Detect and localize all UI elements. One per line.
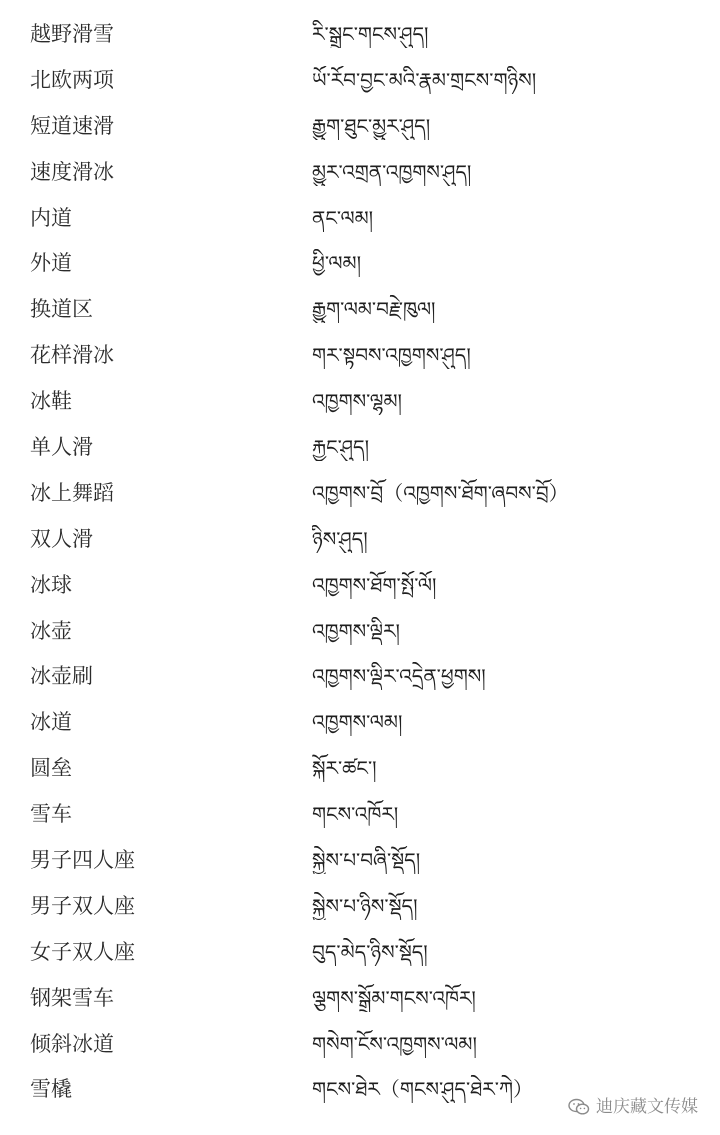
tibetan-term: འཁྱགས་ལྡིར་འདྲེན་ཕྱགས།	[312, 664, 486, 689]
chinese-term: 女子双人座	[30, 939, 135, 964]
chinese-term: 冰上舞蹈	[30, 480, 114, 505]
chinese-term: 倾斜冰道	[30, 1031, 114, 1056]
glossary-row	[0, 241, 720, 287]
chinese-term: 越野滑雪	[30, 22, 114, 46]
glossary-row	[0, 930, 720, 976]
tibetan-term: འཁྱགས་ལམ།	[312, 710, 403, 735]
glossary-row	[0, 609, 720, 655]
chinese-term: 冰球	[30, 572, 72, 597]
tibetan-term: འཁྱགས་ལྷམ།	[312, 389, 402, 414]
glossary-row	[0, 471, 720, 517]
glossary-row	[0, 287, 720, 333]
glossary-row	[0, 517, 720, 563]
glossary-row	[0, 196, 720, 242]
chinese-term: 内道	[30, 205, 72, 230]
tibetan-term: རྒྱུག་ལམ་བརྗེ་ཁུལ།	[312, 297, 436, 322]
tibetan-term: གངས་ཐེར（གངས་ཤུད་ཐེར་ཀེ）	[312, 1077, 534, 1102]
tibetan-term: རྐྱང་ཤུད།	[312, 435, 370, 460]
chinese-term: 冰壶	[30, 618, 72, 643]
chinese-term: 单人滑	[30, 435, 93, 460]
tibetan-term: གངས་འཁོར།	[312, 802, 399, 827]
glossary-row	[0, 838, 720, 884]
chinese-term: 换道区	[30, 297, 93, 322]
chinese-term: 冰鞋	[30, 389, 72, 414]
tibetan-term: སྐོར་ཚང་།	[312, 756, 377, 781]
glossary-table	[0, 12, 720, 1113]
chinese-term: 冰道	[30, 710, 72, 735]
chinese-term: 圆垒	[30, 756, 72, 781]
glossary-row	[0, 104, 720, 150]
tibetan-term: རྒྱུག་ཐུང་མྱུར་ཤུད།	[312, 113, 431, 138]
chinese-term: 短道速滑	[30, 113, 114, 138]
tibetan-term: ནང་ལམ།	[312, 205, 374, 230]
chinese-term: 男子四人座	[30, 848, 135, 873]
tibetan-term: སྐྱེས་པ་ཉིས་སྡོད།	[312, 893, 418, 918]
chinese-term: 速度滑冰	[30, 159, 114, 184]
glossary-row	[0, 700, 720, 746]
glossary-row	[0, 884, 720, 930]
glossary-row	[0, 58, 720, 104]
tibetan-term: གསེག་ངོས་འཁྱགས་ལམ།	[312, 1031, 477, 1056]
glossary-row	[0, 792, 720, 838]
chinese-term: 北欧两项	[30, 67, 114, 92]
glossary-row	[0, 333, 720, 379]
wechat-icon	[568, 1098, 590, 1116]
glossary-row	[0, 746, 720, 792]
chinese-term: 冰壶刷	[30, 664, 93, 689]
tibetan-term: གར་སྟབས་འཁྱགས་ཤུད།	[312, 343, 471, 368]
glossary-row	[0, 654, 720, 700]
chinese-term: 雪橇	[30, 1077, 72, 1102]
glossary-row	[0, 150, 720, 196]
tibetan-term: རི་སྒྲུང་གངས་ཤུད།	[312, 22, 429, 46]
watermark-text: 迪庆藏文传媒	[596, 1097, 698, 1117]
glossary-row	[0, 563, 720, 609]
chinese-term: 双人滑	[30, 526, 93, 551]
tibetan-term: ཕྱི་ལམ།	[312, 251, 362, 276]
glossary-row	[0, 379, 720, 425]
chinese-term: 外道	[30, 251, 72, 276]
chinese-term: 男子双人座	[30, 893, 135, 918]
tibetan-term: འཁྱགས་བྲོ（འཁྱགས་ཐོག་ཞབས་བྲོ）	[312, 480, 569, 505]
tibetan-term: འཁྱགས་ལྡིར།	[312, 618, 400, 643]
tibetan-term: ཡོ་རོབ་བྱང་མའི་རྣམ་གྲངས་གཉིས།	[312, 67, 537, 92]
tibetan-term: ཉིས་ཤུད།	[312, 526, 368, 551]
glossary-row	[0, 976, 720, 1022]
chinese-term: 雪车	[30, 802, 72, 827]
tibetan-term: འཁྱགས་ཐོག་སྤོ་ལོ།	[312, 572, 437, 597]
chinese-term: 花样滑冰	[30, 343, 114, 368]
chinese-term: 钢架雪车	[30, 985, 114, 1010]
watermark	[568, 1097, 698, 1117]
tibetan-term: སྐྱེས་པ་བཞི་སྡོད།	[312, 848, 421, 873]
glossary-row	[0, 1022, 720, 1068]
tibetan-term: བུད་མེད་ཉིས་སྡོད།	[312, 939, 428, 964]
glossary-row	[0, 12, 720, 58]
tibetan-term: མྱུར་འགྲན་འཁྱགས་ཤུད།	[312, 159, 472, 184]
glossary-row	[0, 425, 720, 471]
tibetan-term: ལྕགས་སྒྲོམ་གངས་འཁོར།	[312, 985, 476, 1010]
